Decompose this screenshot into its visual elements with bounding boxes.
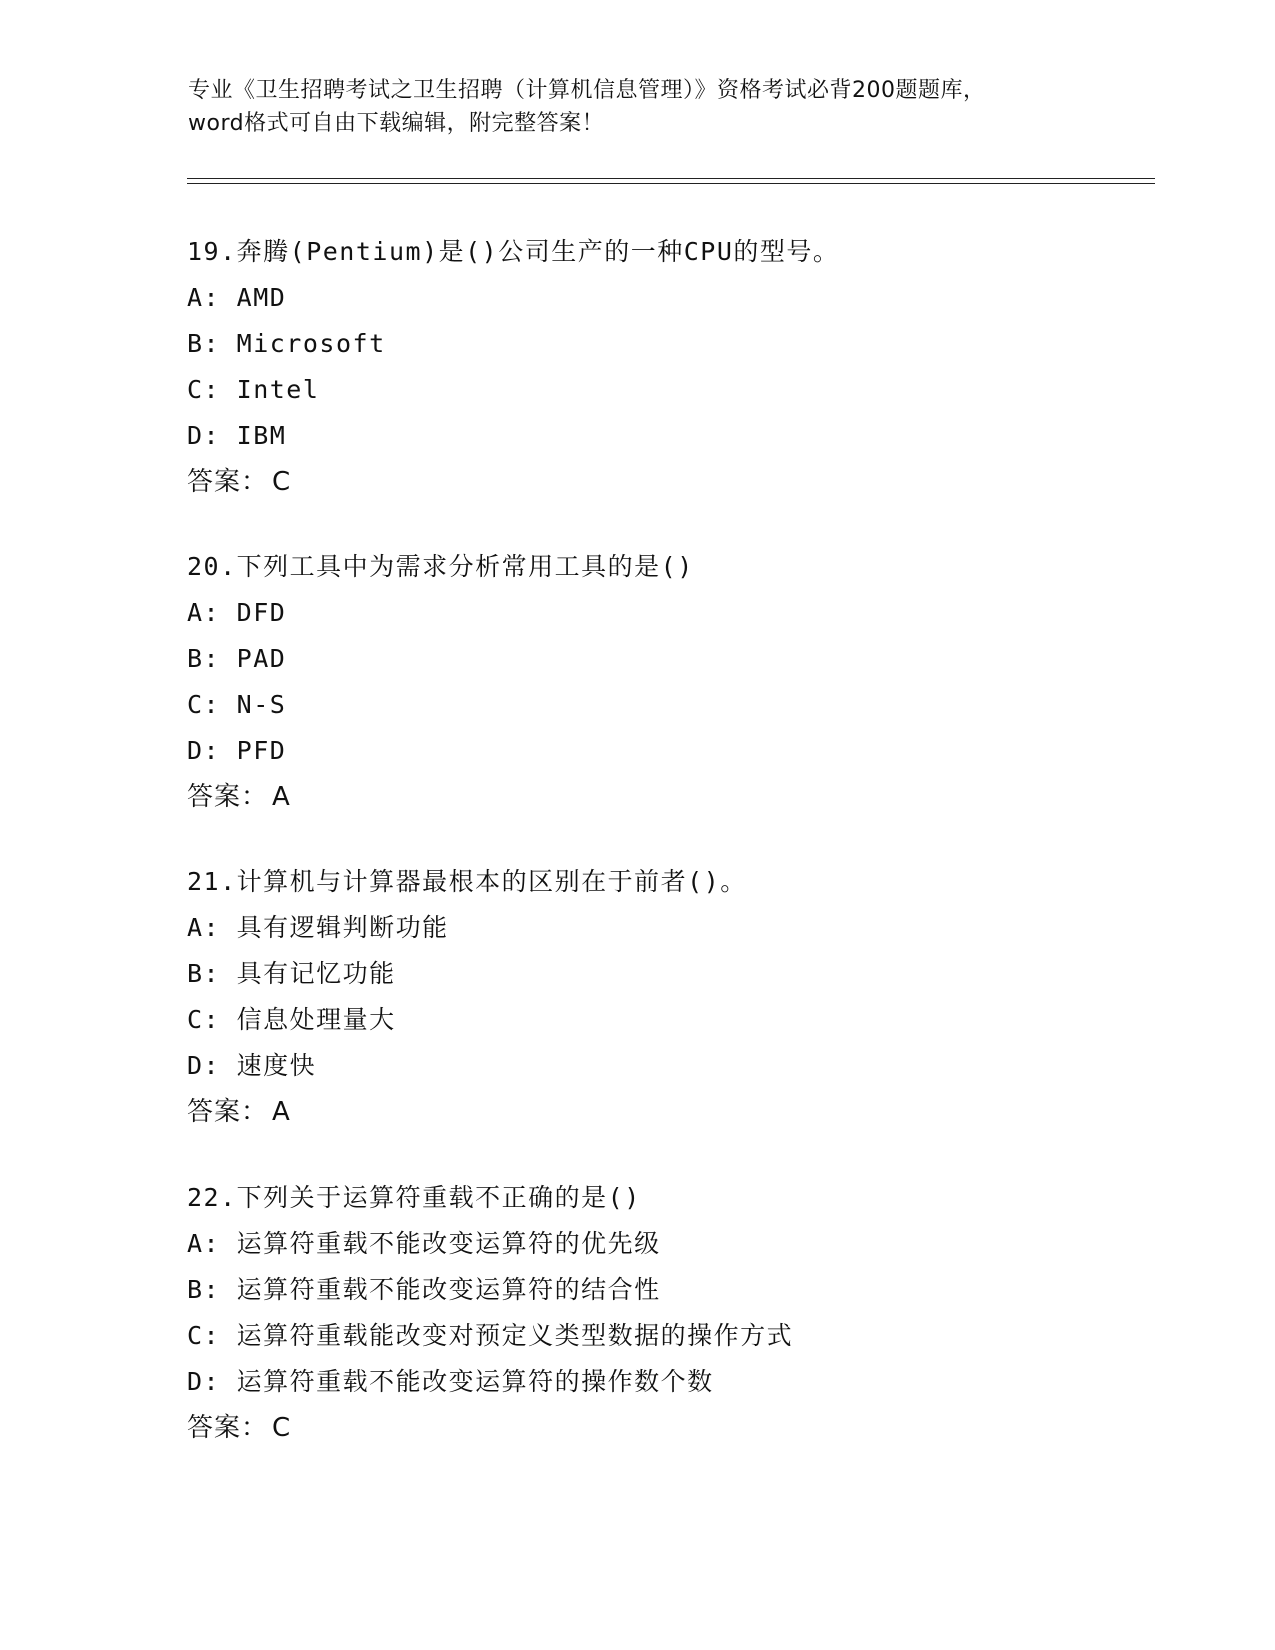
option-d: D: PFD: [187, 736, 287, 765]
option-b: B: PAD: [187, 644, 287, 673]
question-20: [187, 544, 1167, 820]
answer-line: [187, 774, 1167, 820]
option-c: C: N-S: [187, 690, 287, 719]
header-line-2: word格式可自由下载编辑，附完整答案！: [188, 111, 605, 136]
answer-value: C: [272, 1413, 292, 1443]
option-b: B: Microsoft: [187, 329, 386, 358]
question-21: [187, 859, 1167, 1135]
question-title: 21.计算机与计算器最根本的区别在于前者()。: [187, 867, 747, 896]
header-line-1: 专业《卫生招聘考试之卫生招聘（计算机信息管理）》资格考试必背200题题库，: [188, 78, 986, 103]
answer-line: [187, 1089, 1167, 1135]
question-19: [187, 229, 1167, 505]
option-b: B: 具有记忆功能: [187, 959, 396, 988]
answer-label: 答案：: [187, 1413, 269, 1443]
answer-value: A: [272, 1097, 291, 1127]
question-title: 19.奔腾(Pentium)是()公司生产的一种CPU的型号。: [187, 237, 840, 266]
option-a: A: AMD: [187, 283, 287, 312]
option-a: A: 运算符重载不能改变运算符的优先级: [187, 1229, 661, 1258]
question-title: 22.下列关于运算符重载不正确的是(): [187, 1183, 641, 1212]
option-c: C: Intel: [187, 375, 320, 404]
option-b: B: 运算符重载不能改变运算符的结合性: [187, 1275, 661, 1304]
answer-label: 答案：: [187, 467, 269, 497]
header-divider-bottom: [187, 183, 1155, 184]
answer-value: A: [272, 782, 291, 812]
question-22: [187, 1175, 1167, 1451]
option-d: D: 运算符重载不能改变运算符的操作数个数: [187, 1367, 714, 1396]
option-d: D: IBM: [187, 421, 287, 450]
answer-label: 答案：: [187, 1097, 269, 1127]
answer-label: 答案：: [187, 782, 269, 812]
question-title: 20.下列工具中为需求分析常用工具的是(): [187, 552, 694, 581]
option-a: A: DFD: [187, 598, 287, 627]
option-c: C: 信息处理量大: [187, 1005, 396, 1034]
answer-line: [187, 459, 1167, 505]
answer-value: C: [272, 467, 292, 497]
option-d: D: 速度快: [187, 1051, 317, 1080]
document-header: [188, 74, 1088, 140]
option-c: C: 运算符重载能改变对预定义类型数据的操作方式: [187, 1321, 794, 1350]
answer-line: [187, 1405, 1167, 1451]
header-divider-top: [187, 178, 1155, 179]
option-a: A: 具有逻辑判断功能: [187, 913, 449, 942]
